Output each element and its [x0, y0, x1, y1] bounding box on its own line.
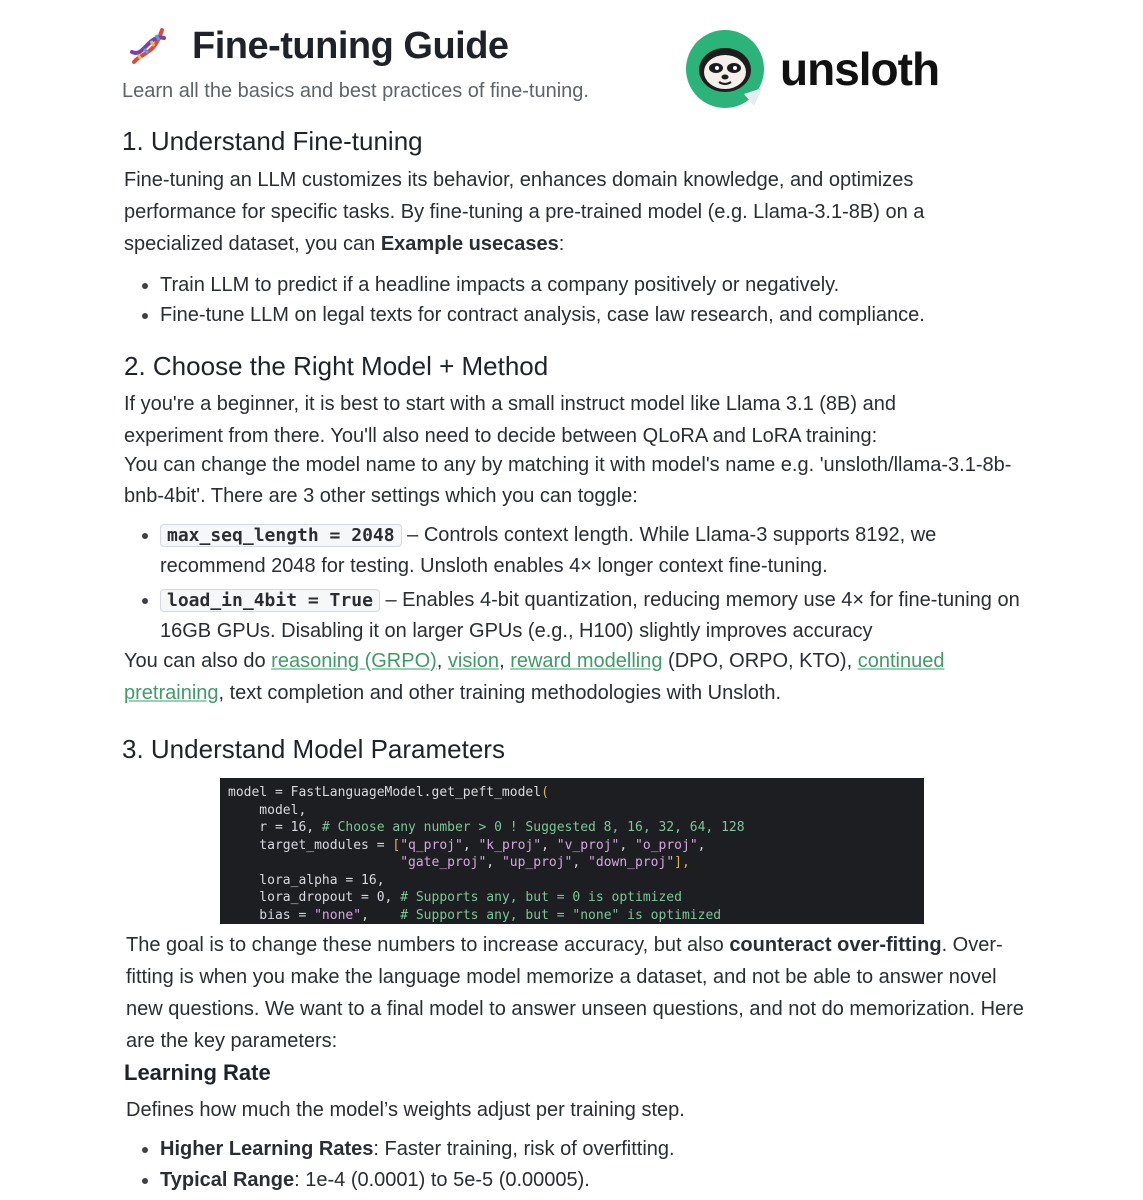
learning-rate-list: [124, 1134, 1040, 1196]
code-token: ,: [619, 837, 636, 853]
code-token: lora_dropout = 0,: [228, 890, 401, 905]
section-3-paragraph: [126, 929, 1026, 1057]
section-3-heading: [122, 734, 505, 765]
section-2-heading: [124, 351, 548, 382]
page-header: [124, 22, 509, 70]
load-in-4bit-code: load_in_4bit = True: [160, 589, 380, 612]
learning-rate-description: Defines how much the model’s weights adjust per training step.: [126, 1099, 685, 1121]
continued-pretraining-link[interactable]: continued pretraining: [124, 650, 945, 704]
learning-rate-heading: Learning Rate: [124, 1060, 271, 1085]
list-item-label: Typical Range: [160, 1169, 295, 1191]
page-subtitle: Learn all the basics and best practices of fine-tuning.: [122, 80, 589, 102]
code-token: target_modules =: [228, 837, 393, 853]
code-block[interactable]: [220, 778, 924, 924]
list-item-text: : Faster training, risk of overfitting.: [373, 1138, 675, 1160]
list-item: [160, 1134, 1040, 1165]
code-token: ],: [674, 855, 690, 870]
section-1-paragraph-text: Fine-tuning an LLM customizes its behavior, enhances domain knowledge, and optimizes performance for specific tasks. By fine-tuning a pre-trained model (e.g. Llama-3.1-8B) on a specialized dataset, you can: [124, 169, 925, 255]
methods-separator: ,: [499, 650, 511, 672]
code-token: bias =: [228, 907, 315, 923]
dna-icon: [124, 22, 172, 70]
page-title: Fine-tuning Guide: [192, 24, 509, 67]
code-string: "gate_proj": [400, 855, 487, 870]
code-token: ,: [361, 907, 401, 923]
methods-text: (DPO, ORPO, KTO),: [662, 650, 858, 672]
usecase-list: [124, 270, 1060, 330]
section-1-heading: [122, 126, 423, 157]
section-2-paragraph-1: If you're a beginner, it is best to start with a small instruct model like Llama 3.1 (8B) and experiment from there. You'll also need to decide between QLoRA and LoRA training:: [124, 393, 896, 447]
list-item: • Fine-tune LLM on legal texts for contract analysis, case law research, and compliance.: [160, 300, 1060, 330]
methods-separator: ,: [436, 650, 448, 672]
settings-list: [124, 520, 1030, 646]
counteract-overfitting-label: counteract over-fitting: [729, 934, 942, 956]
brand-name: unsloth: [780, 43, 940, 95]
section-1-heading-text: 1. Understand Fine-tuning: [122, 126, 423, 156]
code-token: model,: [228, 802, 307, 818]
max-seq-length-code: max_seq_length = 2048: [160, 524, 402, 547]
list-item-text: : 1e-4 (0.0001) to 5e-5 (0.00005).: [294, 1169, 590, 1191]
code-comment: # Supports any, but = 0 is optimized: [400, 890, 682, 905]
code-string: "o_proj": [635, 837, 698, 853]
section-1-paragraph-end: :: [558, 233, 565, 255]
code-token: ,: [697, 837, 706, 853]
code-token: model = FastLanguageModel.get_peft_model: [228, 785, 542, 800]
sloth-logo-icon: [684, 28, 766, 110]
code-token: lora_alpha = 16,: [228, 872, 385, 888]
code-string: "up_proj": [501, 855, 573, 870]
vision-link[interactable]: vision: [447, 650, 500, 672]
code-comment: # Choose any number > 0 ! Suggested 8, 16, 32, 64, 128: [321, 820, 745, 835]
reasoning-grpo-link[interactable]: reasoning (GRPO): [271, 650, 437, 672]
list-item: [160, 520, 1030, 581]
list-item-label: Higher Learning Rates: [160, 1138, 374, 1160]
list-item: • Train LLM to predict if a headline impacts a company positively or negatively.: [160, 270, 1060, 300]
reward-modelling-link[interactable]: reward modelling: [510, 650, 663, 672]
code-token: ,: [572, 855, 589, 870]
section-3-paragraph-text: The goal is to change these numbers to increase accuracy, but also: [126, 934, 730, 956]
code-token: (: [541, 785, 549, 800]
code-comment: # Supports any, but = "none" is optimized: [400, 907, 722, 923]
list-item: [160, 1165, 1040, 1196]
section-2-methods-paragraph: [124, 645, 994, 709]
code-token: ,: [541, 837, 557, 853]
code-string: "none": [314, 907, 362, 923]
brand-logo[interactable]: [684, 28, 939, 110]
example-usecases-label: Example usecases: [380, 233, 559, 255]
code-token: r = 16,: [228, 820, 322, 835]
code-token: ,: [486, 855, 502, 870]
code-string: "q_proj": [400, 837, 463, 853]
section-1-paragraph: [124, 164, 1004, 260]
code-token: ,: [462, 837, 479, 853]
section-3-paragraph-text: . Over-fitting is when you make the language model memorize a dataset, and not be able to answer novel new questions. We want to a final model to answer unseen questions, and not do memorization. Here are the key parameters:: [126, 934, 1024, 1052]
list-item-text: – Controls context length. While Llama-3 supports 8192, we recommend 2048 for testing. Unsloth enables 4× longer context fine-tuning.: [160, 524, 937, 577]
section-2-heading-text: 2. Choose the Right Model + Method: [124, 351, 549, 381]
list-item: [160, 585, 1030, 646]
code-token: [228, 855, 400, 870]
code-string: "k_proj": [478, 837, 542, 853]
code-string: "v_proj": [556, 837, 620, 853]
methods-text: , text completion and other training methodologies with Unsloth.: [218, 682, 782, 704]
list-item-text: – Enables 4-bit quantization, reducing memory use 4× for fine-tuning on 16GB GPUs. Disabling it on larger GPUs (e.g., H100) slightly improves accuracy: [160, 589, 1020, 642]
section-3-heading-text: 3. Understand Model Parameters: [122, 734, 505, 764]
code-token: [: [392, 837, 401, 853]
methods-text: You can also do: [124, 650, 272, 672]
code-string: "down_proj": [588, 855, 675, 870]
section-2-paragraph-2: You can change the model name to any by matching it with model's name e.g. 'unsloth/llama-3.1-8b-bnb-4bit'. There are 3 other settings which you can toggle:: [124, 454, 1012, 507]
